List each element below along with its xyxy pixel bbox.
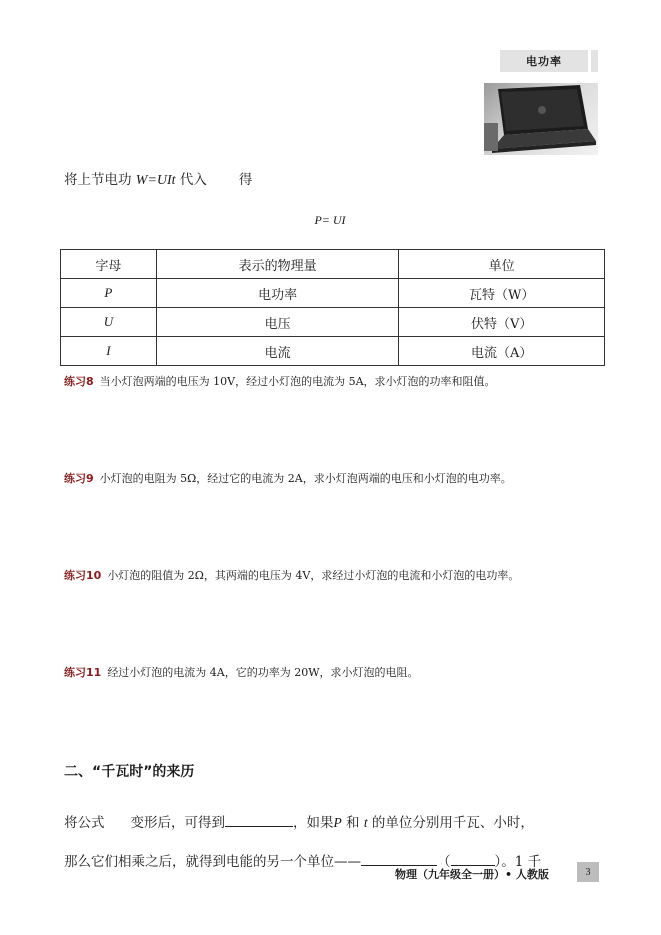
paragraph-text: （	[437, 854, 451, 870]
intro-formula: W=UIt	[135, 173, 176, 188]
table-header: 字母	[61, 250, 157, 279]
table-cell: 电流	[156, 337, 399, 366]
header-tab: 电功率	[500, 50, 588, 72]
answer-blank	[225, 812, 293, 827]
table-header: 单位	[399, 250, 605, 279]
power-formula: P= UI	[314, 213, 346, 227]
paragraph-text: 变形后，可得到	[130, 815, 225, 831]
exercise-label: 练习11	[64, 666, 102, 679]
table-cell: U	[61, 308, 157, 337]
table-cell: I	[61, 337, 157, 366]
paragraph-text: 将公式	[64, 815, 105, 831]
symbol-p: P	[333, 815, 342, 830]
exercise-text: 当小灯泡两端的电压为 10V，经过小灯泡的电流为 5A，求小灯泡的功率和阻值。	[99, 375, 496, 388]
table-cell: P	[61, 279, 157, 308]
table-header: 表示的物理量	[156, 250, 399, 279]
intro-line	[64, 168, 252, 189]
page-number: 3	[577, 862, 599, 882]
quantity-table	[60, 249, 605, 366]
answer-blank	[361, 851, 437, 866]
exercise-label: 练习9	[64, 472, 94, 485]
exercise-11	[64, 664, 419, 680]
table-row	[61, 337, 605, 366]
symbol-t: t	[363, 815, 368, 830]
table-cell: 电压	[156, 308, 399, 337]
table-header-row	[61, 250, 605, 279]
intro-gap-word: 得	[238, 172, 253, 188]
paragraph-line-1	[64, 811, 534, 831]
header-tab-end	[591, 50, 598, 72]
exercise-text: 小灯泡的电阻为 5Ω，经过它的电流为 2A，求小灯泡两端的电压和小灯泡的电功率。	[99, 472, 512, 485]
paragraph-text: 的单位分别用千瓦、小时，	[367, 815, 534, 831]
paragraph-text: 那么它们相乘之后，就得到电能的另一个单位——	[64, 854, 361, 870]
exercise-10	[64, 567, 519, 583]
table-cell: 瓦特（W）	[399, 279, 605, 308]
paragraph-text: ）。1 千	[494, 854, 542, 870]
footer-text: 物理（九年级全一册）• 人教版	[395, 868, 549, 881]
laptop-photo	[484, 83, 598, 155]
exercise-text: 小灯泡的阻值为 2Ω，其两端的电压为 4V，求经过小灯泡的电流和小灯泡的电功率。	[107, 569, 520, 582]
paragraph-text: 和	[341, 815, 364, 831]
table-row	[61, 279, 605, 308]
laptop-icon	[484, 83, 598, 155]
exercise-9	[64, 470, 512, 486]
answer-blank	[451, 851, 495, 866]
exercise-label: 练习10	[64, 569, 102, 582]
intro-text-after: 代入	[175, 172, 207, 188]
paragraph-text: ，如果	[293, 815, 334, 831]
section-title: 二、“千瓦时”的来历	[64, 764, 195, 780]
exercise-label: 练习8	[64, 375, 94, 388]
table-cell: 伏特（V）	[399, 308, 605, 337]
intro-text-before: 将上节电功	[64, 172, 136, 188]
table-cell: 电功率	[156, 279, 399, 308]
exercise-text: 经过小灯泡的电流为 4A，它的功率为 20W，求小灯泡的电阻。	[107, 666, 419, 679]
table-row	[61, 308, 605, 337]
table-cell: 电流（A）	[399, 337, 605, 366]
exercise-8	[64, 373, 496, 389]
